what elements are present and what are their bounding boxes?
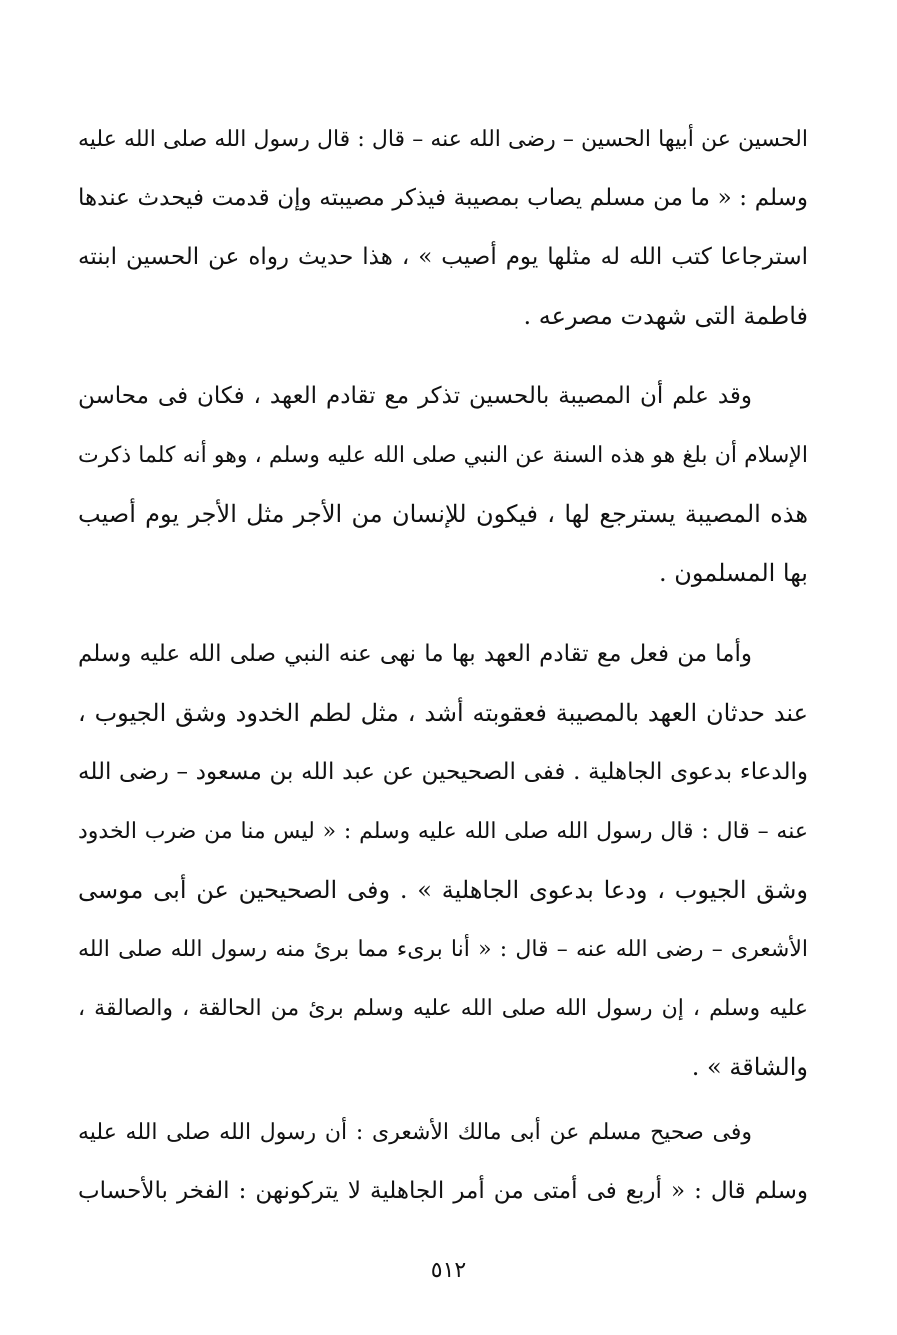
paragraph-line: وأما من فعل مع تقادم العهد بها ما نهى عنه النبي صلى الله عليه وسلم: [78, 641, 752, 667]
paragraph-4: [78, 1103, 808, 1221]
paragraph-line: استرجاعا كتب الله له مثلها يوم أصيب » ، هذا حديث رواه عن الحسين ابنته: [78, 244, 808, 270]
paragraph-line: عند حدثان العهد بالمصيبة فعقوبته أشد ، مثل لطم الخدود وشق الجيوب ،: [78, 699, 808, 727]
paragraph-line: والشاقة » .: [691, 1053, 808, 1081]
paragraph-line: والدعاء بدعوى الجاهلية . ففى الصحيحين عن عبد الله بن مسعود – رضى الله: [78, 759, 808, 785]
page-number: ٥١٢: [430, 1258, 467, 1283]
paragraph-line: عنه – قال : قال رسول الله صلى الله عليه وسلم : « ليس منا من ضرب الخدود: [78, 819, 808, 844]
paragraph-3: [78, 625, 808, 1097]
paragraph-line: فاطمة التى شهدت مصرعه .: [523, 302, 808, 330]
paragraph-line: وسلم : « ما من مسلم يصاب بمصيبة فيذكر مصيبته وإن قدمت فيحدث عندها: [78, 185, 808, 211]
paragraph-line: وقد علم أن المصيبة بالحسين تذكر مع تقادم العهد ، فكان فى محاسن: [78, 383, 752, 409]
paragraph-line: وسلم قال : « أربع فى أمتى من أمر الجاهلية لا يتركونهن : الفخر بالأحساب: [78, 1178, 808, 1204]
paragraph-line: الأشعرى – رضى الله عنه – قال : « أنا برىء مما برئ منه رسول الله صلى الله: [78, 937, 808, 962]
paragraph-2: [78, 367, 808, 603]
paragraph-line: هذه المصيبة يسترجع لها ، فيكون للإنسان من الأجر مثل الأجر يوم أصيب: [78, 500, 808, 528]
paragraph-line: وشق الجيوب ، ودعا بدعوى الجاهلية » . وفى الصحيحين عن أبى موسى: [78, 876, 808, 904]
paragraph-line: الإسلام أن بلغ هو هذه السنة عن النبي صلى الله عليه وسلم ، وهو أنه كلما ذكرت: [78, 443, 808, 468]
paragraph-line: عليه وسلم ، إن رسول الله صلى الله عليه وسلم برئ من الحالقة ، والصالقة ،: [78, 996, 808, 1021]
paragraph-line: الحسين عن أبيها الحسين – رضى الله عنه – قال : قال رسول الله صلى الله عليه: [78, 127, 808, 152]
paragraph-line: بها المسلمون .: [658, 559, 808, 587]
paragraph-line: وفى صحيح مسلم عن أبى مالك الأشعرى : أن رسول الله صلى الله عليه: [78, 1120, 752, 1145]
paragraph-1: [78, 110, 808, 346]
